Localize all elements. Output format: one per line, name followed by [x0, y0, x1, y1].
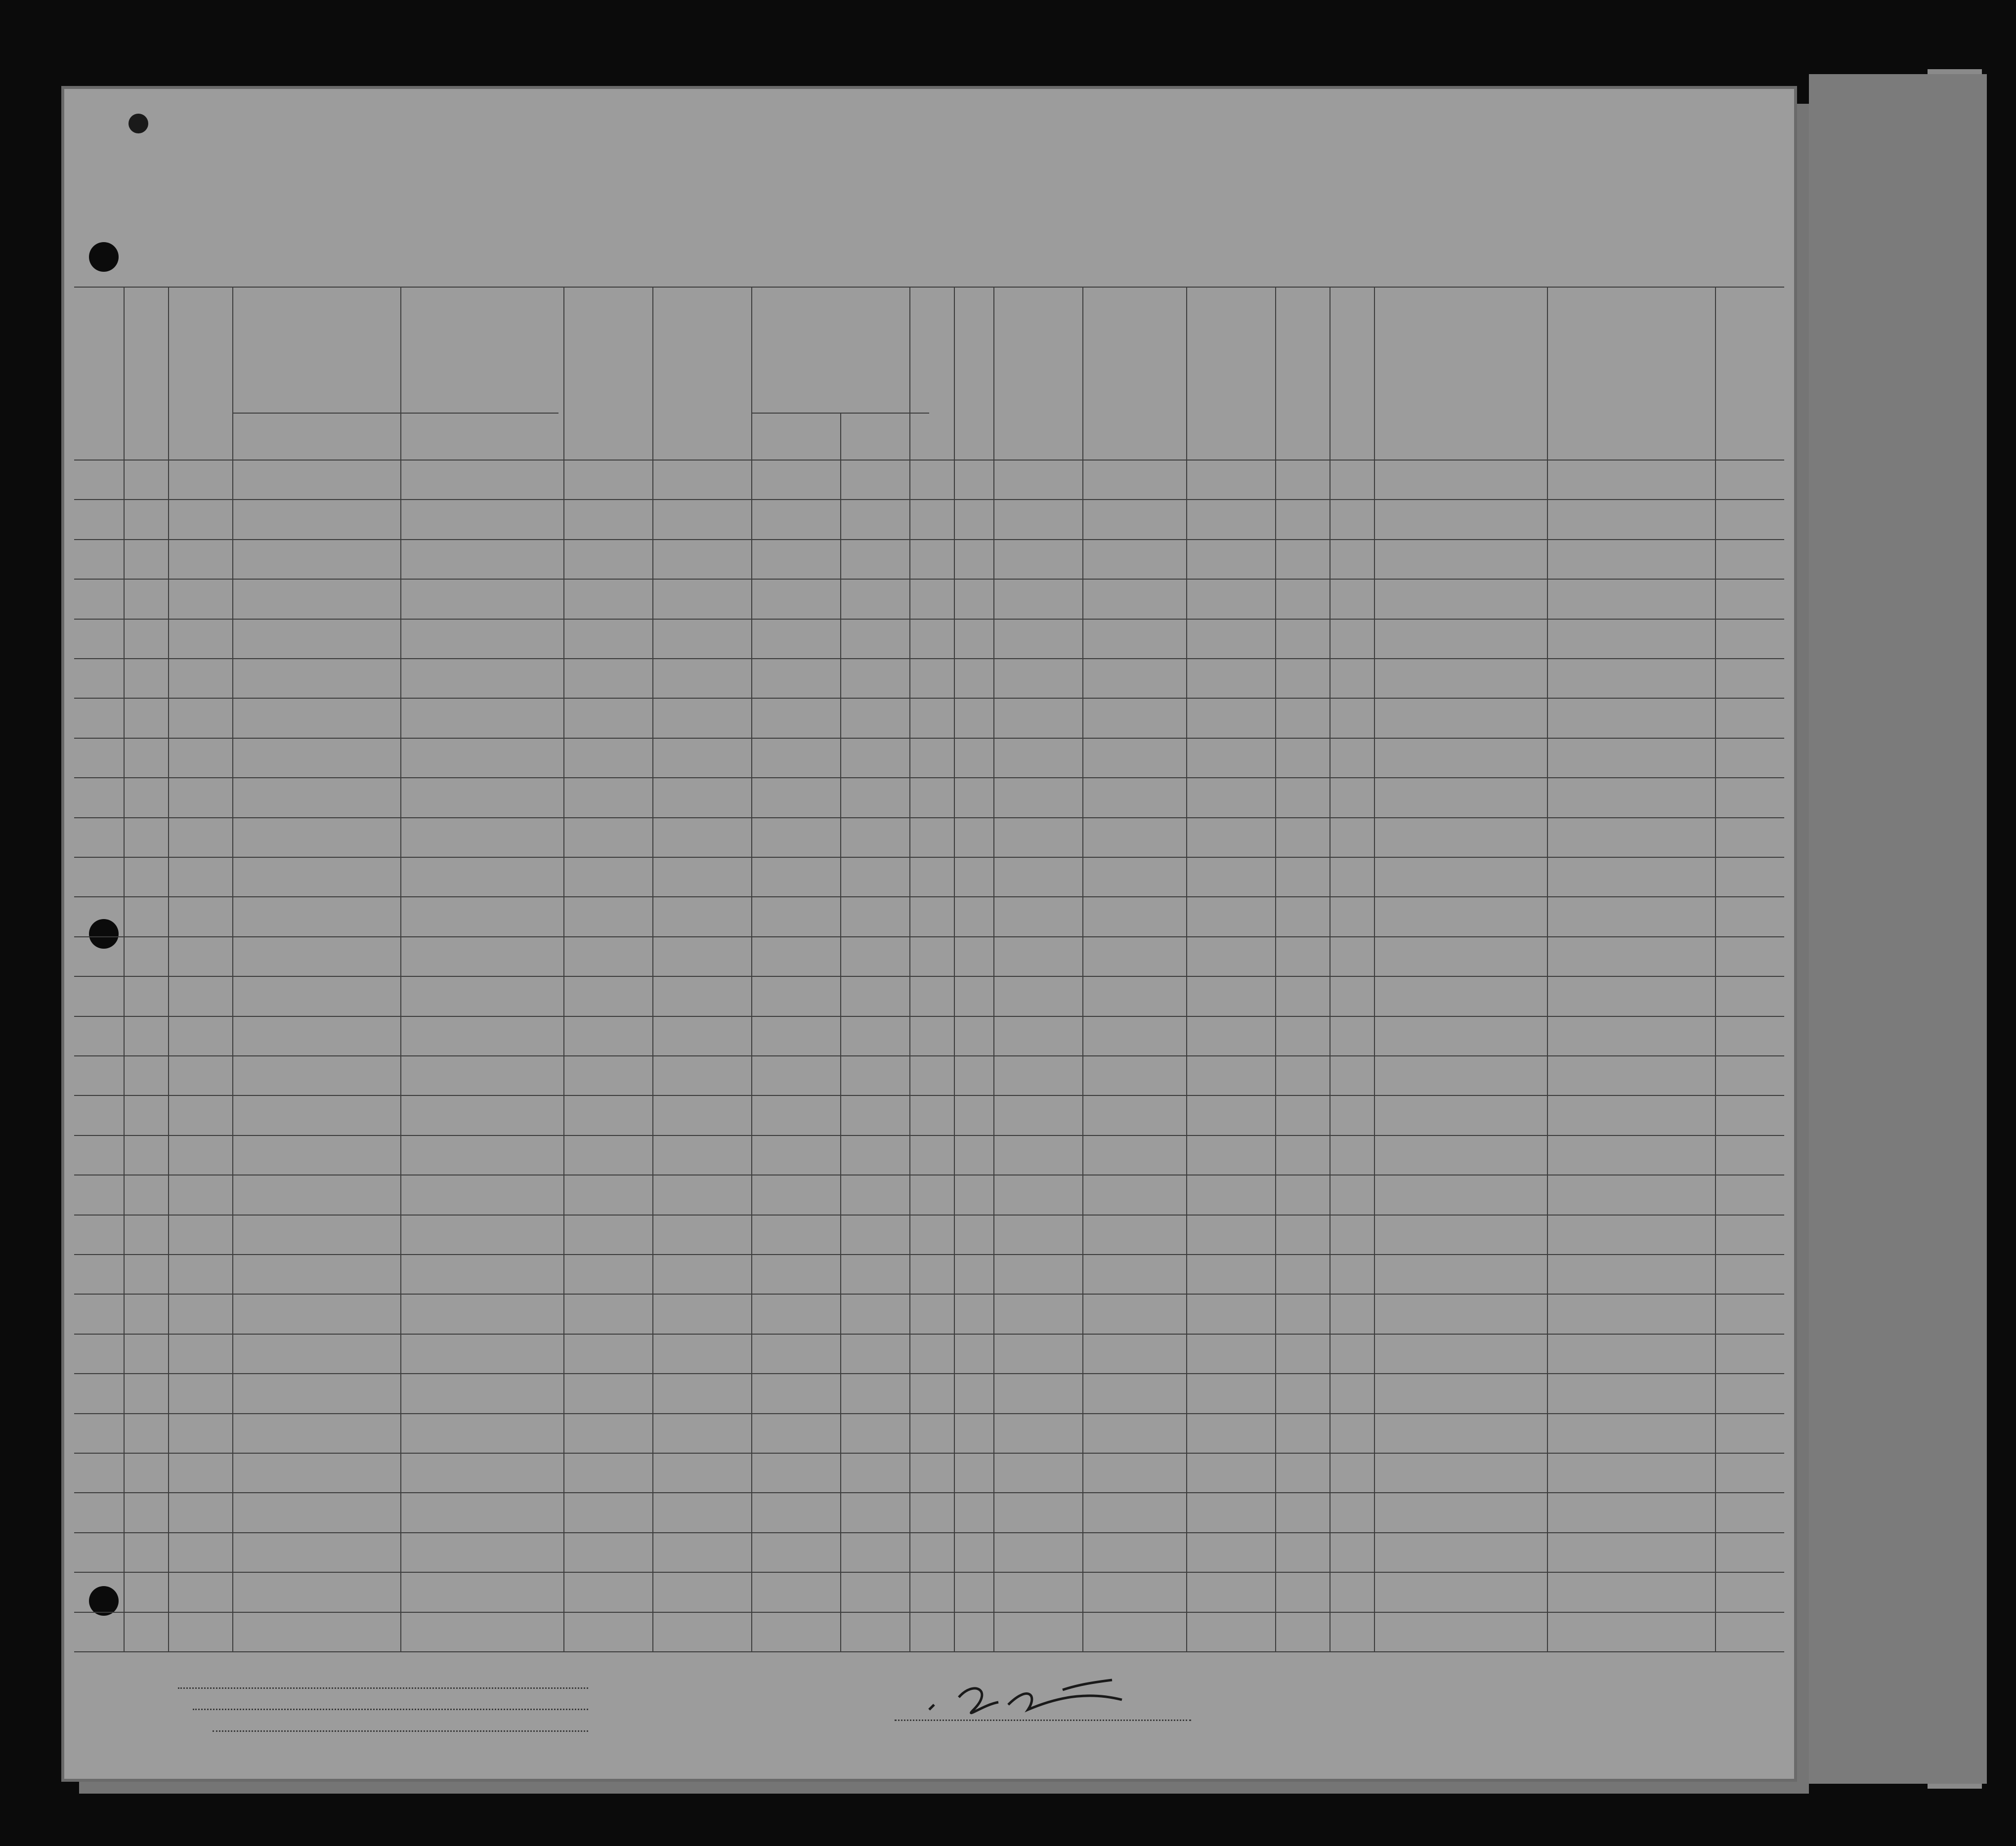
column-rule: [1275, 287, 1276, 1651]
department-seal-icon: [129, 114, 148, 133]
inspector-rule: [895, 1720, 1191, 1721]
manifest-sheet: [64, 89, 1794, 1779]
row-rule: [74, 1453, 1784, 1454]
row-rule: [74, 896, 1784, 897]
row-rule: [74, 619, 1784, 620]
row-rule: [74, 1373, 1784, 1374]
row-rule: [74, 1334, 1784, 1335]
header-rule: [74, 460, 1784, 461]
column-rule: [1547, 287, 1548, 1651]
row-rule: [74, 1651, 1784, 1652]
table-top-rule: [74, 287, 1784, 288]
owners-rule: [193, 1709, 588, 1710]
column-rule: [840, 413, 841, 1651]
row-rule: [74, 1254, 1784, 1255]
column-rule: [1715, 287, 1716, 1651]
underlying-page: [1809, 74, 1987, 1784]
column-rule: [909, 287, 910, 1651]
column-rule: [1186, 287, 1187, 1651]
row-rule: [74, 857, 1784, 858]
row-rule: [74, 1215, 1784, 1216]
row-rule: [74, 1413, 1784, 1414]
column-rule: [1082, 287, 1083, 1651]
column-rule: [751, 287, 752, 1651]
row-rule: [74, 817, 1784, 818]
local-agents-rule: [213, 1730, 588, 1732]
row-rule: [74, 777, 1784, 778]
row-rule: [74, 976, 1784, 977]
column-rule: [652, 287, 653, 1651]
column-rule: [954, 287, 955, 1651]
row-rule: [74, 698, 1784, 699]
family-given-rule: [232, 413, 558, 414]
row-rule: [74, 1055, 1784, 1056]
column-rule: [168, 287, 169, 1651]
binder-hole: [89, 242, 119, 272]
row-rule: [74, 1095, 1784, 1096]
line-rule: [178, 1687, 588, 1689]
column-rule: [1374, 287, 1375, 1651]
inspector-signature: [914, 1675, 1211, 1724]
row-rule: [74, 738, 1784, 739]
row-rule: [74, 499, 1784, 500]
column-rule: [124, 287, 125, 1651]
row-rule: [74, 539, 1784, 540]
row-rule: [74, 1135, 1784, 1136]
row-rule: [74, 1532, 1784, 1533]
row-rule: [74, 1572, 1784, 1573]
row-rule: [74, 1016, 1784, 1017]
row-rule: [74, 579, 1784, 580]
row-rule: [74, 1294, 1784, 1295]
row-rule: [74, 936, 1784, 937]
column-rule: [400, 287, 401, 1651]
column-rule: [232, 287, 233, 1651]
row-rule: [74, 658, 1784, 659]
manifest-table: [74, 287, 1784, 1744]
column-rule: [993, 287, 994, 1651]
row-rule: [74, 1492, 1784, 1493]
row-rule: [74, 1612, 1784, 1613]
column-rule: [563, 287, 564, 1651]
